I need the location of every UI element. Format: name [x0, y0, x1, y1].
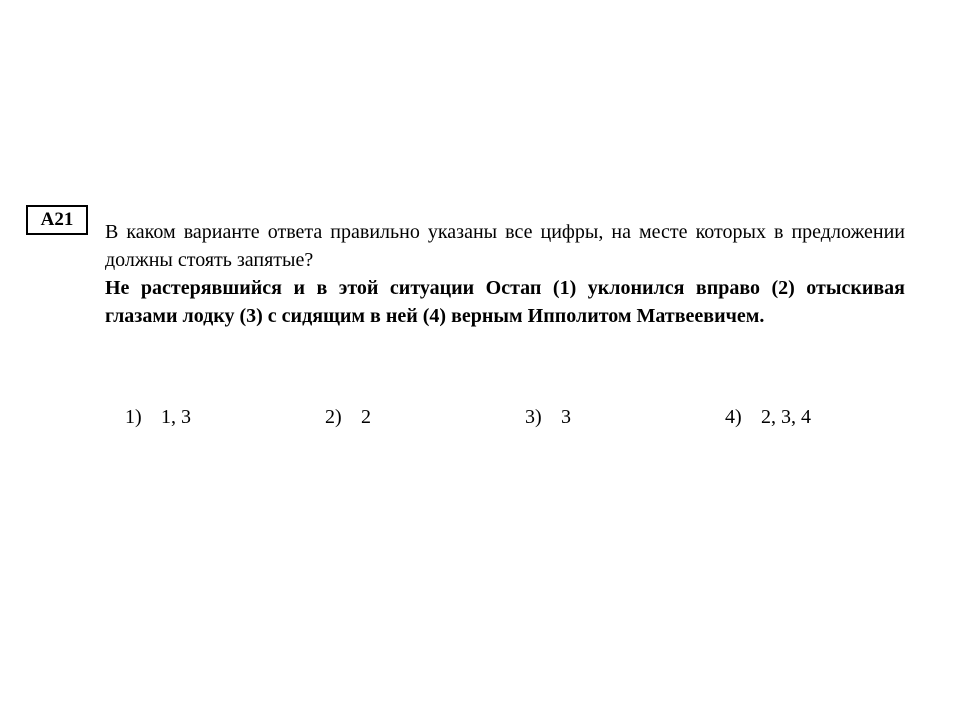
answer-option-2[interactable]: [305, 375, 371, 459]
answer-option-1[interactable]: [105, 375, 191, 459]
answer-number: 2): [325, 406, 342, 428]
sentence-text: Не растерявшийся и в этой ситуации Остап (1) уклонился вправо (2) отыскивая глазами лодку (3) с сидящим в ней (4) верным Ипполитом Матвеевичем.: [105, 277, 905, 327]
task-label: [26, 205, 88, 235]
answer-text: 3: [561, 406, 571, 428]
answer-option-3[interactable]: [505, 375, 571, 459]
answer-text: 2, 3, 4: [761, 406, 811, 428]
answer-number: 1): [125, 406, 142, 428]
answer-number: 4): [725, 406, 742, 428]
question-text: В каком варианте ответа правильно указаны все цифры, на месте которых в предложении должны стоять запятые?: [105, 221, 905, 271]
answer-text: 1, 3: [161, 406, 191, 428]
task-label-text: А21: [40, 209, 74, 230]
answer-options: [105, 375, 905, 428]
answer-text: 2: [361, 406, 371, 428]
answer-number: 3): [525, 406, 542, 428]
answer-option-4[interactable]: [705, 375, 811, 459]
question-block: [105, 218, 905, 330]
